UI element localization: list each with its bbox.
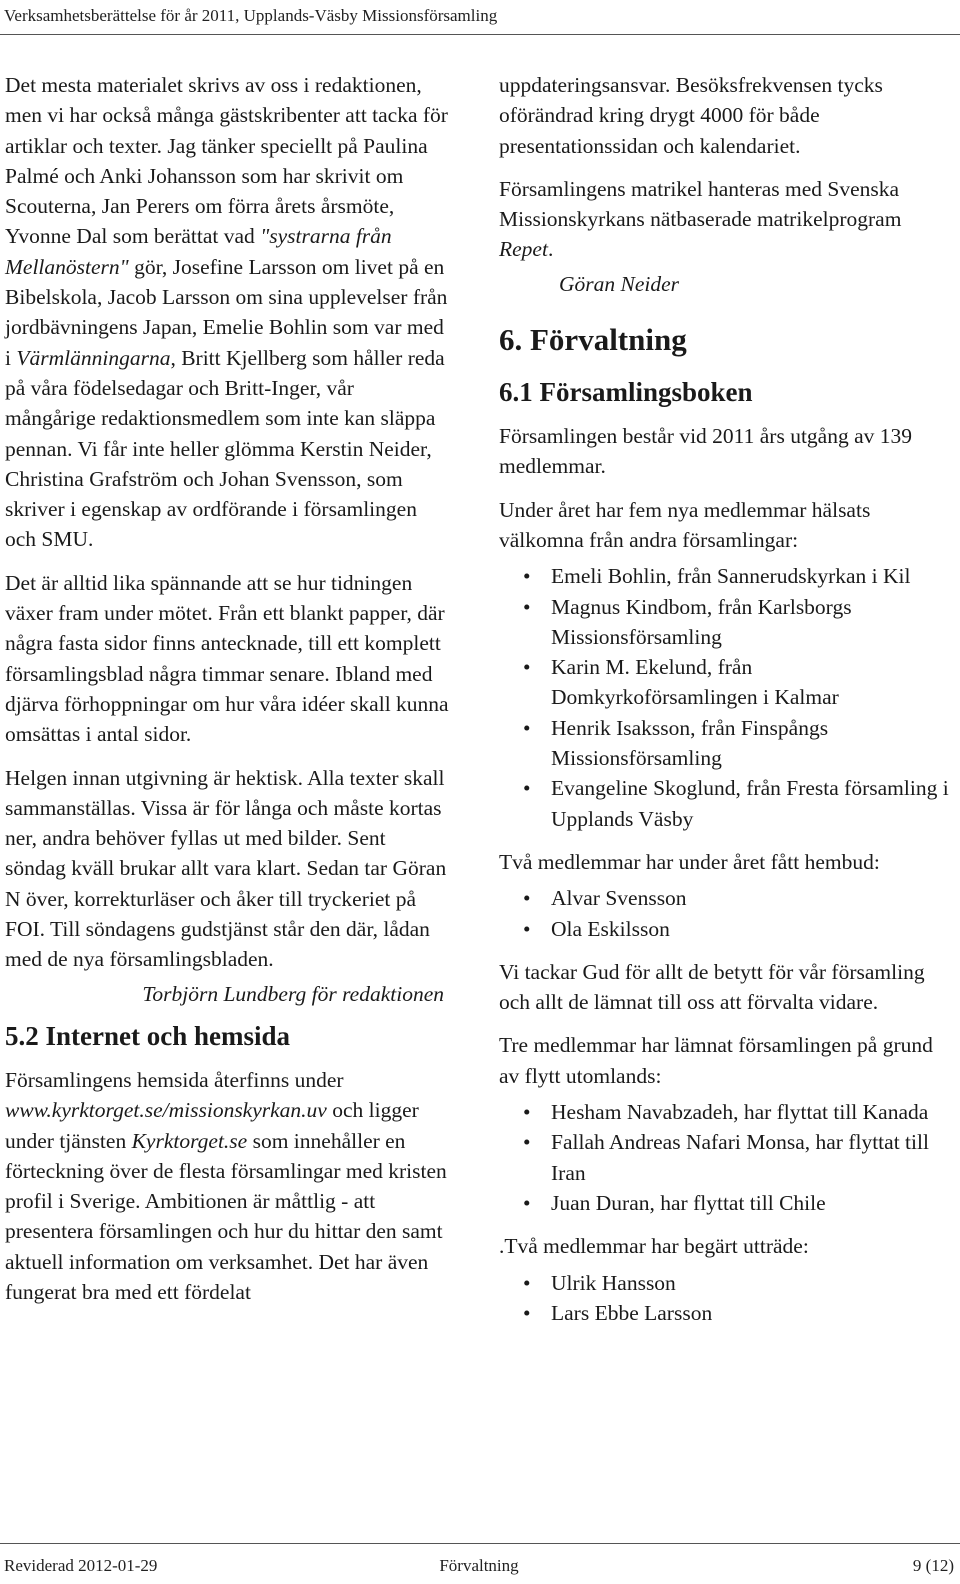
list-item [523,1268,955,1298]
hembud-list [499,883,955,944]
bullet-icon: • [523,655,531,680]
paragraph-weekend: Helgen innan utgivning är hektisk. Alla texter skall sammanställas. Vissa är för långa och måste kortas ner, andra behöver fyllas ut med bilder. Sent söndag kväll brukar allt vara klart. Sedan tar Göran N över, korrekturläser och åker till tryckeriet på FOI. Till söndagens gudstjänst står den där, lådan med de nya församlingsbladen. [5,765,447,972]
paragraph-moved-intro: Tre medlemmar har lämnat församlingen på grund av flytt utomlands: [499,1033,933,1088]
footer-section: Förvaltning [439,1556,519,1575]
list-item-text: Emeli Bohlin, från Sannerudskyrkan i Kil [551,564,911,589]
bullet-icon: • [523,1190,531,1215]
section-heading-forsamlingsboken: 6.1 Församlingsboken [499,377,753,408]
paragraph-visits: uppdateringsansvar. Besöksfrekvensen tycks oförändrad kring drygt 4000 för både presentationssidan och kalendariet. [499,73,883,158]
bullet-icon: • [523,776,531,801]
list-item-text: Henrik Isaksson, från Finspångs Missionsförsamling [551,715,829,771]
list-item [523,773,955,834]
emphasis-text: "systrarna från Mellanöstern" [5,224,392,279]
left-column [5,70,450,1320]
list-item [523,1298,955,1328]
paragraph-resigned-intro: .Två medlemmar har begärt utträde: [499,1234,809,1259]
chapter-heading-forvaltning: 6. Förvaltning [499,322,687,358]
bullet-icon: • [523,916,531,941]
list-item-text: Karin M. Ekelund, från Domkyrkoförsamlingen i Kalmar [551,655,839,710]
paragraph-process: Det är alltid lika spännande att se hur tidningen växer fram under mötet. Från ett blankt papper, där några fasta sidor finns antecknade, till ett komplett församlingsblad några timmar senare. Ibland med djärva förhoppningar om hur våra idéer skall kunna omsättas i antal sidor. [5,570,449,747]
emphasis-text: Värmlänningarna [16,345,171,370]
paragraph-hembud-intro: Två medlemmar har under året fått hembud: [499,849,880,874]
list-item-text: Magnus Kindbom, från Karlsborgs Missionsförsamling [551,594,852,649]
bullet-icon: • [523,1100,531,1125]
paragraph-thanks: Vi tackar Gud för allt de betytt för vår församling och allt de lämnat till oss att förvalta vidare. [499,959,925,1015]
paragraph-contributors [5,70,450,555]
bullet-icon: • [523,886,531,911]
text-run: . [547,237,554,262]
signature-redaktionen: Torbjörn Lundberg för redaktionen [142,981,444,1006]
moved-list [499,1097,955,1218]
list-item [523,883,955,913]
list-item [523,713,955,774]
program-name: Repet [499,237,548,262]
text-run: Församlingens matrikel hanteras med Svenska Missionskyrkans nätbaserade matrikelprogram [499,176,902,232]
text-run: , Britt Kjellberg som håller reda på våra födelsedagar och Britt-Inger, vår mångårige redaktionsmedlem som inte kan släppa pennan. Vi får inte heller glömma Kerstin Neider, Christina Grafström och Johan Svensson, som skriver i egenskap av ordförande i församlingen och SMU. [5,345,445,552]
footer-revised-date: Reviderad 2012-01-29 [4,1556,158,1575]
list-item-text: Fallah Andreas Nafari Monsa, har flyttat till Iran [551,1130,929,1185]
new-members-list [499,561,955,834]
paragraph-website [5,1065,450,1307]
list-item [523,914,955,944]
list-item-text: Lars Ebbe Larsson [551,1300,713,1325]
list-item [523,1188,955,1218]
list-item-text: Ulrik Hansson [551,1270,676,1295]
website-url: www.kyrktorget.se/missionskyrkan.uv [5,1098,327,1123]
text-run: och ligger under tjänsten [5,1098,419,1153]
list-item-text: Hesham Navabzadeh, har flyttat till Kanada [551,1100,929,1125]
text-run: Församlingens hemsida återfinns under [5,1067,344,1092]
footer-divider [0,1543,960,1544]
list-item [523,1097,955,1127]
paragraph-new-members-intro: Under året har fem nya medlemmar hälsats välkomna från andra församlingar: [499,497,871,552]
text-run: gör, Josefine Larsson om livet på en Bibelskola, Jacob Larsson om sina upplevelser från jordbävningens Japan, Emelie Bohlin som var med i [5,254,448,370]
service-name: Kyrktorget.se [131,1128,248,1153]
bullet-icon: • [523,1270,531,1295]
bullet-icon: • [523,1300,531,1325]
paragraph-member-count: Församlingen består vid 2011 års utgång av 139 medlemmar. [499,424,913,479]
list-item-text: Alvar Svensson [551,886,687,911]
list-item-text: Juan Duran, har flyttat till Chile [551,1190,826,1215]
list-item [523,1127,955,1188]
list-item [523,561,955,591]
resigned-list [499,1268,955,1329]
footer-page-number: 9 (12) [912,1556,954,1575]
bullet-icon: • [523,594,531,619]
page-header [4,2,956,30]
list-item [523,652,955,713]
list-item-text: Evangeline Skoglund, från Fresta församling i Upplands Väsby [551,776,949,831]
right-column [499,70,955,1341]
text-run: som innehåller en förteckning över de flesta församlingar med kristen profil i Sverige. Ambitionen är måttlig - att presentera församlingen och hur du hittar den samt aktuell information om verksamhet. Det har även fungerat bra med ett fördelat [5,1128,447,1304]
list-item-text: Ola Eskilsson [551,916,670,941]
bullet-icon: • [523,1130,531,1155]
text-run: Det mesta materialet skrivs av oss i redaktionen, men vi har också många gästskribenter att tacka för artiklar och texter. Jag tänker speciellt på Paulina Palmé och Anki Johansson som har skrivit om Scouterna, Jan Perers om förra årets årsmöte, Yvonne Dal som berättat vad [5,73,448,249]
signature-goran: Göran Neider [559,271,680,296]
paragraph-matrikel [499,174,955,265]
bullet-icon: • [523,564,531,589]
document-title: Verksamhetsberättelse för år 2011, Upplands-Väsby Missionsförsamling [4,6,498,25]
list-item [523,592,955,653]
bullet-icon: • [523,715,531,740]
header-divider [0,34,960,35]
section-heading-internet: 5.2 Internet och hemsida [5,1020,290,1051]
